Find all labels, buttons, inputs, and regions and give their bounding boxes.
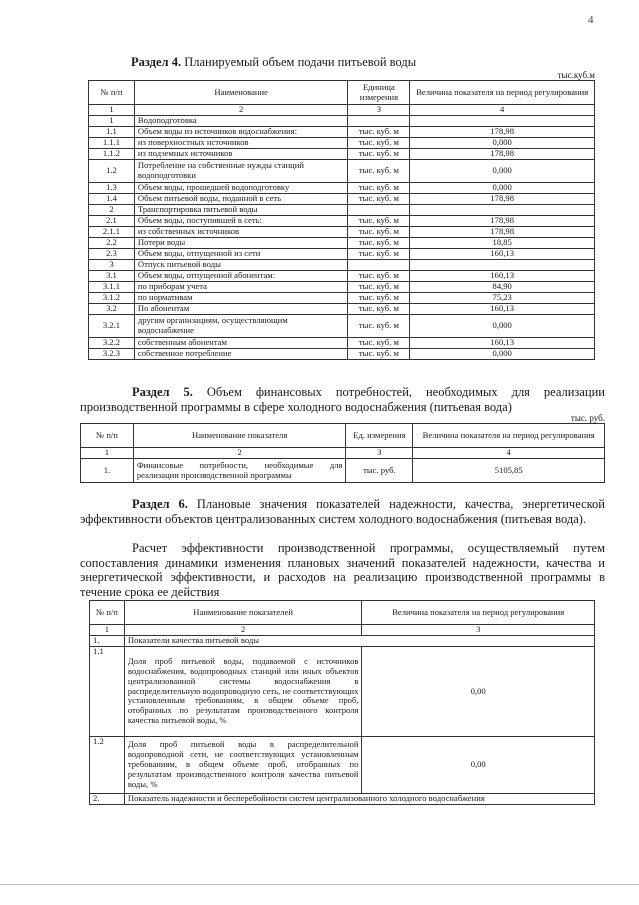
row-num: 1.3 xyxy=(89,183,135,194)
row-value: 75,23 xyxy=(410,293,595,304)
row-value xyxy=(410,260,595,271)
table-row xyxy=(81,459,605,483)
row-unit: тыс. куб. м xyxy=(348,315,410,338)
table-row xyxy=(90,647,595,737)
row-num: 2.3 xyxy=(89,249,135,260)
col-number: 4 xyxy=(410,105,595,116)
row-name: Водоподготовка xyxy=(134,116,348,127)
row-num: 3.2 xyxy=(89,304,135,315)
table-row xyxy=(89,338,595,349)
header-value: Величина показателя на период регулирования xyxy=(410,81,595,105)
header-name: Наименование xyxy=(134,81,348,105)
section5-table xyxy=(80,423,605,483)
table-row xyxy=(89,227,595,238)
row-name: из подземных источников xyxy=(134,149,348,160)
row-name: Объем воды, прошедшей водоподготовку xyxy=(134,183,348,194)
row-unit xyxy=(348,260,410,271)
table-row xyxy=(89,249,595,260)
table-row xyxy=(89,271,595,282)
row-value: 0,000 xyxy=(410,315,595,338)
section4-title-bold: Раздел 4. xyxy=(131,55,182,69)
section6-table xyxy=(89,600,595,805)
row-value: 0,000 xyxy=(410,160,595,183)
column-number-row xyxy=(89,105,595,116)
table-row xyxy=(89,138,595,149)
row-value: 0,00 xyxy=(362,737,595,794)
header-value: Величина показателя на период регулирования xyxy=(413,424,605,448)
row-num: 2.1.1 xyxy=(89,227,135,238)
row-unit: тыс. куб. м xyxy=(348,149,410,160)
row-unit: тыс. куб. м xyxy=(348,216,410,227)
group-name: Показатель надежности и бесперебойности систем централизованного холодного водоснабжения xyxy=(124,794,594,805)
table-row xyxy=(89,304,595,315)
row-name: Потребление на собственные нужды станций водоподготовки xyxy=(134,160,348,183)
row-value: 0,00 xyxy=(362,647,595,737)
row-name: собственное потребление xyxy=(134,349,348,360)
row-num: 1.1 xyxy=(89,127,135,138)
table-row xyxy=(89,149,595,160)
row-num: 1.1.2 xyxy=(89,149,135,160)
section6-title-bold: Раздел 6. xyxy=(132,497,188,511)
header-num: № п/п xyxy=(89,81,135,105)
header-name: Наименование показателя xyxy=(133,424,346,448)
row-value: 160,13 xyxy=(410,304,595,315)
row-name: Потери воды xyxy=(134,238,348,249)
table-row xyxy=(89,315,595,338)
row-value xyxy=(410,116,595,127)
row-value: 84,90 xyxy=(410,282,595,293)
row-name: Объем воды, отпущенной из сети xyxy=(134,249,348,260)
row-unit: тыс. куб. м xyxy=(348,271,410,282)
row-name: Доля проб питьевой воды в распределительной водопроводной сети, не соответствующих установленным требованиям, в общем объеме проб, отобранных по результатам производственного контроля качества питьевой воды, % xyxy=(124,737,362,794)
column-number-row xyxy=(90,625,595,636)
header-unit: Единица измерения xyxy=(348,81,410,105)
row-num: 3.2.1 xyxy=(89,315,135,338)
group-num: 2. xyxy=(90,794,125,805)
row-unit: тыс. куб. м xyxy=(348,238,410,249)
col-number: 1 xyxy=(89,105,135,116)
header-num: № п/п xyxy=(90,601,125,625)
section6-title-text: Плановые значения показателей надежности, качества, энергетической эффективности объектов централизованных систем холодного водоснабжения (питьевая вода). xyxy=(80,497,605,526)
row-name: По абонентам xyxy=(134,304,348,315)
section5-title xyxy=(80,385,605,414)
header-value: Величина показателя на период регулирования xyxy=(362,601,595,625)
header-num: № п/п xyxy=(81,424,134,448)
row-unit: тыс. куб. м xyxy=(348,138,410,149)
row-name: Объем воды, поступившей в сеть: xyxy=(134,216,348,227)
row-value: 0,000 xyxy=(410,183,595,194)
section6-paragraph xyxy=(80,541,605,599)
row-unit: тыс. руб. xyxy=(346,459,413,483)
row-num: 1.2 xyxy=(90,737,125,794)
row-unit: тыс. куб. м xyxy=(348,349,410,360)
row-value: 160,13 xyxy=(410,338,595,349)
row-unit: тыс. куб. м xyxy=(348,249,410,260)
col-number: 1 xyxy=(90,625,125,636)
table-row xyxy=(89,349,595,360)
col-number: 3 xyxy=(348,105,410,116)
row-num: 1.1.1 xyxy=(89,138,135,149)
row-unit: тыс. куб. м xyxy=(348,282,410,293)
col-number: 2 xyxy=(133,448,346,459)
row-value: 0,000 xyxy=(410,138,595,149)
row-unit: тыс. куб. м xyxy=(348,293,410,304)
row-value: 5105,85 xyxy=(413,459,605,483)
section4-table xyxy=(88,80,595,360)
row-value: 0,000 xyxy=(410,349,595,360)
section5-title-text: Объем финансовых потребностей, необходимых для реализации производственной программы в сфере холодного водоснабжения (питьевая вода) xyxy=(80,385,605,414)
row-value: 18,85 xyxy=(410,238,595,249)
row-value: 178,98 xyxy=(410,227,595,238)
row-unit: тыс. куб. м xyxy=(348,183,410,194)
row-name: из поверхностных источников xyxy=(134,138,348,149)
row-unit: тыс. куб. м xyxy=(348,194,410,205)
header-unit: Ед. измерения xyxy=(346,424,413,448)
table-header-row xyxy=(90,601,595,625)
header-name: Наименование показателей xyxy=(124,601,362,625)
row-num: 1.1 xyxy=(90,647,125,737)
col-number: 2 xyxy=(134,105,348,116)
row-name: Транспортировка питьевой воды xyxy=(134,205,348,216)
group-row xyxy=(90,794,595,805)
col-number: 3 xyxy=(346,448,413,459)
row-num: 3.1 xyxy=(89,271,135,282)
table-row xyxy=(89,238,595,249)
row-unit xyxy=(348,116,410,127)
row-name: по приборам учета xyxy=(134,282,348,293)
row-num: 3.2.3 xyxy=(89,349,135,360)
section6-paragraph-text: Расчет эффективности производственной программы, осуществляемый путем сопоставления динамики изменения плановых значений показателей надежности, качества и энергетической эффективности, и расходов на реализацию производственной программы в течение срока ее действия xyxy=(80,541,605,599)
row-value: 178,98 xyxy=(410,194,595,205)
row-num: 1.2 xyxy=(89,160,135,183)
row-unit: тыс. куб. м xyxy=(348,227,410,238)
row-name: собственным абонентам xyxy=(134,338,348,349)
table-row xyxy=(89,116,595,127)
table-row xyxy=(89,282,595,293)
section5-title-bold: Раздел 5. xyxy=(132,385,193,399)
group-name: Показатели качества питьевой воды xyxy=(124,636,594,647)
row-num: 2.1 xyxy=(89,216,135,227)
row-value xyxy=(410,205,595,216)
row-name: Доля проб питьевой воды, подаваемой с источников водоснабжения, водопроводных станций или иных объектов централизованной системы водоснабжения в распределительную водопроводную сеть, не соответствующих установленным требованиям, в общем объеме проб, отобранных по результатам производственного контроля качества питьевой воды, % xyxy=(124,647,362,737)
table-header-row xyxy=(89,81,595,105)
row-name: Объем воды, отпущенной абонентам: xyxy=(134,271,348,282)
row-unit: тыс. куб. м xyxy=(348,127,410,138)
section5-unit-note: тыс. руб. xyxy=(570,413,605,423)
table-row xyxy=(89,260,595,271)
row-num: 3.1.1 xyxy=(89,282,135,293)
row-unit: тыс. куб. м xyxy=(348,338,410,349)
table-header-row xyxy=(81,424,605,448)
column-number-row xyxy=(81,448,605,459)
row-name: Объем питьевой воды, поданной в сеть xyxy=(134,194,348,205)
section4-unit-note: тыс.куб.м xyxy=(557,70,595,80)
col-number: 2 xyxy=(124,625,362,636)
section6-title xyxy=(80,497,605,526)
row-num: 1 xyxy=(89,116,135,127)
row-num: 2 xyxy=(89,205,135,216)
row-name: по нормативам xyxy=(134,293,348,304)
row-num: 3.2.2 xyxy=(89,338,135,349)
table-row xyxy=(89,183,595,194)
section4-title-text: Планируемый объем подачи питьевой воды xyxy=(181,55,417,69)
table-row xyxy=(89,194,595,205)
table-row xyxy=(89,216,595,227)
row-name: Отпуск питьевой воды xyxy=(134,260,348,271)
row-name: Объем воды из источников водоснабжения: xyxy=(134,127,348,138)
row-num: 3.1.2 xyxy=(89,293,135,304)
col-number: 3 xyxy=(362,625,595,636)
row-name: другим организациям, осуществляющим водоснабжение xyxy=(134,315,348,338)
section4-title xyxy=(131,55,416,70)
col-number: 1 xyxy=(81,448,134,459)
table-row xyxy=(90,737,595,794)
row-num: 2.2 xyxy=(89,238,135,249)
row-num: 3 xyxy=(89,260,135,271)
row-unit xyxy=(348,205,410,216)
row-num: 1. xyxy=(81,459,134,483)
table-row xyxy=(89,205,595,216)
row-unit: тыс. куб. м xyxy=(348,304,410,315)
row-value: 160,13 xyxy=(410,249,595,260)
group-num: 1. xyxy=(90,636,125,647)
table-row xyxy=(89,160,595,183)
col-number: 4 xyxy=(413,448,605,459)
row-unit: тыс. куб. м xyxy=(348,160,410,183)
row-name: Финансовые потребности, необходимые для реализации производственной программы xyxy=(133,459,346,483)
page-number: 4 xyxy=(588,14,594,26)
row-value: 178,98 xyxy=(410,127,595,138)
table-row xyxy=(89,127,595,138)
group-row xyxy=(90,636,595,647)
table-row xyxy=(89,293,595,304)
row-value: 178,98 xyxy=(410,149,595,160)
row-value: 178,98 xyxy=(410,216,595,227)
row-value: 160,13 xyxy=(410,271,595,282)
row-name: из собственных источников xyxy=(134,227,348,238)
row-num: 1.4 xyxy=(89,194,135,205)
page-bottom-divider xyxy=(0,884,639,885)
